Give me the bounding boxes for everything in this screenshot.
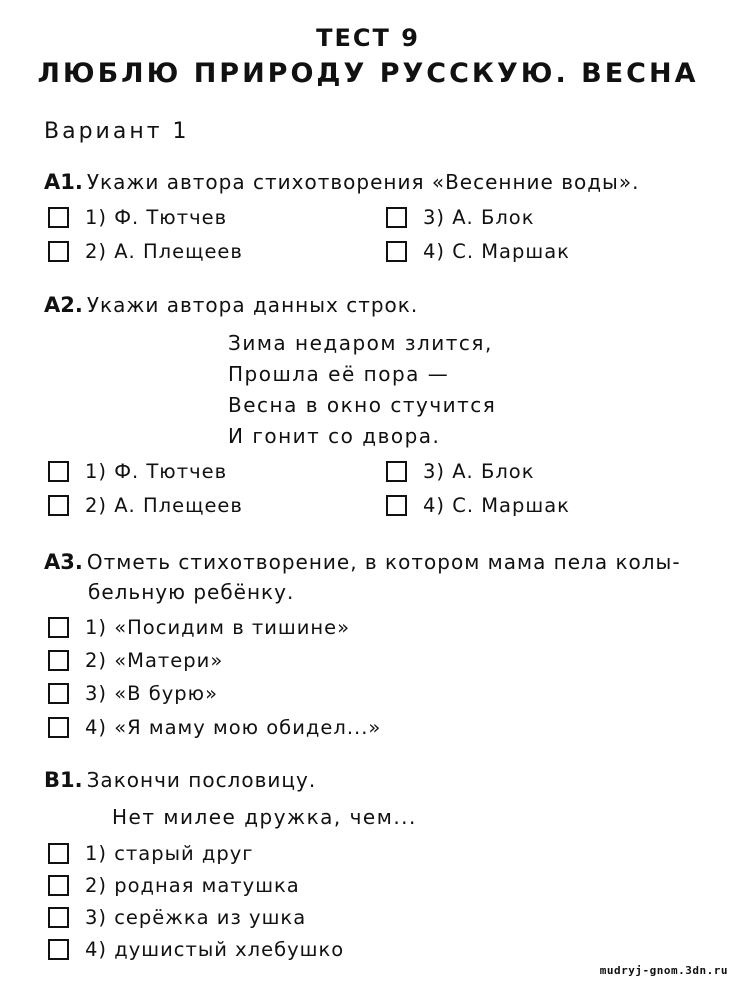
option-a1-2[interactable] (48, 240, 243, 263)
question-a2 (44, 293, 418, 317)
option-label: 1) «Посидим в тишине» (85, 616, 351, 639)
option-label: 2) родная матушка (85, 874, 300, 897)
option-b1-4[interactable] (48, 938, 344, 961)
poem-line: И гонит со двора. (228, 424, 441, 448)
poem-line: Весна в окно стучится (228, 393, 497, 417)
option-label: 4) «Я маму мою обидел...» (85, 716, 382, 739)
option-a3-4[interactable] (48, 716, 381, 739)
question-text-continued: бельную ребёнку. (88, 580, 295, 604)
checkbox[interactable] (48, 875, 69, 896)
checkbox[interactable] (48, 241, 69, 262)
question-a1 (44, 170, 639, 194)
checkbox[interactable] (48, 907, 69, 928)
option-a2-2[interactable] (48, 494, 243, 517)
option-label: 2) А. Плещеев (85, 240, 243, 263)
option-label: 4) С. Маршак (423, 240, 570, 263)
poem-line: Зима недаром злится, (228, 331, 493, 355)
question-number: A2. (44, 293, 83, 317)
option-label: 1) Ф. Тютчев (85, 460, 228, 483)
checkbox[interactable] (48, 495, 69, 516)
proverb: Нет милее дружка, чем... (112, 805, 417, 829)
option-b1-1[interactable] (48, 842, 254, 865)
question-number: A1. (44, 170, 83, 194)
option-a1-3[interactable] (386, 206, 535, 229)
watermark: mudryj-gnom.3dn.ru (599, 964, 728, 977)
question-b1 (44, 768, 316, 792)
option-a1-1[interactable] (48, 206, 227, 229)
option-a2-3[interactable] (386, 460, 535, 483)
poem (228, 328, 496, 452)
option-label: 4) душистый хлебушко (85, 938, 345, 961)
option-label: 3) «В бурю» (85, 682, 219, 705)
checkbox[interactable] (48, 461, 69, 482)
option-label: 2) «Матери» (85, 649, 224, 672)
option-a2-1[interactable] (48, 460, 227, 483)
checkbox[interactable] (48, 939, 69, 960)
test-number: ТЕСТ 9 (316, 24, 420, 52)
checkbox[interactable] (48, 717, 69, 738)
option-label: 3) серёжка из ушка (85, 906, 307, 929)
option-a1-4[interactable] (386, 240, 570, 263)
option-label: 1) старый друг (85, 842, 254, 865)
question-text: Укажи автора стихотворения «Весенние воды». (86, 170, 640, 194)
question-text: Закончи пословицу. (86, 768, 317, 792)
poem-line: Прошла её пора — (228, 362, 450, 386)
question-text: Отметь стихотворение, в котором мама пела колы- (86, 550, 681, 574)
option-a3-3[interactable] (48, 682, 218, 705)
option-label: 2) А. Плещеев (85, 494, 243, 517)
checkbox[interactable] (386, 241, 407, 262)
question-number: A3. (44, 550, 83, 574)
option-a2-4[interactable] (386, 494, 570, 517)
option-a3-2[interactable] (48, 649, 223, 672)
checkbox[interactable] (48, 683, 69, 704)
option-b1-3[interactable] (48, 906, 306, 929)
option-label: 3) А. Блок (423, 206, 535, 229)
checkbox[interactable] (48, 207, 69, 228)
question-a3 (44, 550, 681, 574)
option-b1-2[interactable] (48, 874, 300, 897)
checkbox[interactable] (48, 617, 69, 638)
checkbox[interactable] (386, 495, 407, 516)
checkbox[interactable] (386, 207, 407, 228)
option-a3-1[interactable] (48, 616, 350, 639)
question-number: B1. (44, 768, 83, 792)
option-label: 4) С. Маршак (423, 494, 570, 517)
test-title: ЛЮБЛЮ ПРИРОДУ РУССКУЮ. ВЕСНА (37, 58, 699, 89)
checkbox[interactable] (48, 843, 69, 864)
checkbox[interactable] (386, 461, 407, 482)
option-label: 3) А. Блок (423, 460, 535, 483)
checkbox[interactable] (48, 650, 69, 671)
option-label: 1) Ф. Тютчев (85, 206, 228, 229)
variant-label: Вариант 1 (44, 119, 190, 144)
question-text: Укажи автора данных строк. (86, 293, 419, 317)
